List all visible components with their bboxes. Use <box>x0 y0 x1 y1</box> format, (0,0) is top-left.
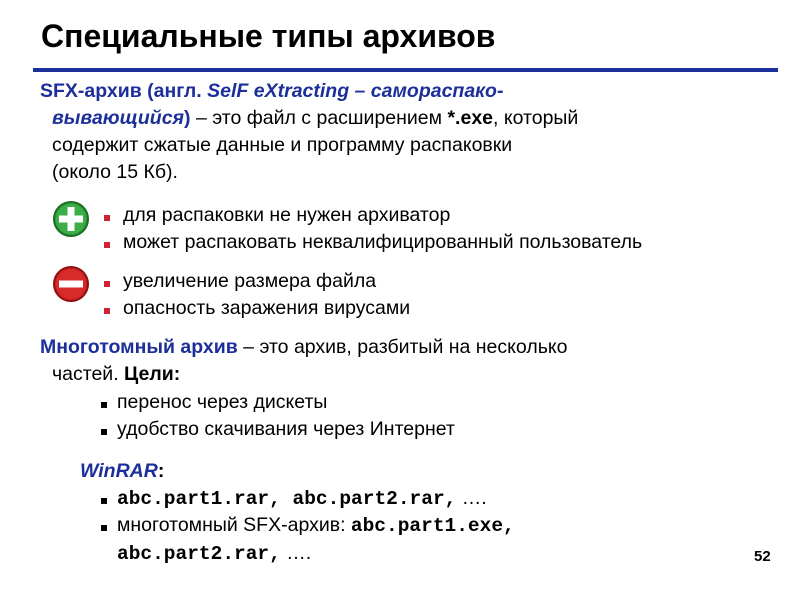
goal-bullet <box>101 429 107 435</box>
winrar-colon: : <box>157 460 165 482</box>
sfx-def-1: – это файл с расширением <box>190 107 448 129</box>
pro-bullet <box>104 215 110 221</box>
winrar-line-2-text: многотомный SFX-архив: <box>117 514 351 536</box>
slide-title: Специальные типы архивов <box>41 18 496 54</box>
multi-term: Многотомный архив <box>40 336 238 358</box>
sfx-def-1b: , который <box>493 107 579 129</box>
pro-bullet <box>104 242 110 248</box>
sfx-line-2 <box>52 105 578 131</box>
con-bullet <box>104 281 110 287</box>
winrar-line-1-code: abc.part1.rar, abc.part2.rar, <box>117 488 457 510</box>
multi-goals: Цели: <box>124 363 181 385</box>
winrar-line-3-code: abc.part2.rar, <box>117 543 281 565</box>
sfx-ext: *.exe <box>447 107 494 129</box>
page-number: 52 <box>754 548 771 565</box>
winrar-line-2 <box>117 512 515 539</box>
con-item: увеличение размера файла <box>123 270 377 292</box>
multi-def-1: – это архив, разбитый на несколько <box>237 336 568 358</box>
pro-item: может распаковать неквалифицированный пользователь <box>123 231 643 253</box>
winrar-line-3-dots: …. <box>280 542 312 564</box>
winrar-heading <box>80 458 164 484</box>
plus-icon <box>52 200 90 238</box>
goal-bullet <box>101 402 107 408</box>
winrar-label: WinRAR <box>80 460 158 482</box>
winrar-line-1-dots: …. <box>456 487 487 509</box>
pro-item: для распаковки не нужен архиватор <box>123 204 451 226</box>
multi-def-2: частей. <box>52 363 125 385</box>
multi-line-1 <box>40 334 567 360</box>
sfx-english-2: вывающийся <box>52 107 185 129</box>
sfx-paren-close: ) <box>184 107 191 129</box>
winrar-line-1 <box>117 485 487 512</box>
goal-item: удобство скачивания через Интернет <box>117 418 455 440</box>
sfx-english: SelF eXtracting – самораспако- <box>207 80 504 102</box>
title-underline <box>33 68 778 72</box>
sfx-line-1 <box>40 78 503 104</box>
winrar-bullet <box>101 498 107 504</box>
con-item: опасность заражения вирусами <box>123 297 411 319</box>
winrar-line-3 <box>117 540 311 567</box>
sfx-line-4: (около 15 Кб). <box>52 161 178 183</box>
sfx-paren-open: (англ. <box>147 80 208 102</box>
winrar-line-2-code: abc.part1.exe, <box>350 515 515 537</box>
minus-icon <box>52 265 90 303</box>
goal-item: перенос через дискеты <box>117 391 328 413</box>
sfx-line-3: содержит сжатые данные и программу распаковки <box>52 134 513 156</box>
winrar-bullet <box>101 525 107 531</box>
multi-line-2 <box>52 361 180 387</box>
sfx-term: SFX-архив <box>40 80 142 102</box>
con-bullet <box>104 308 110 314</box>
